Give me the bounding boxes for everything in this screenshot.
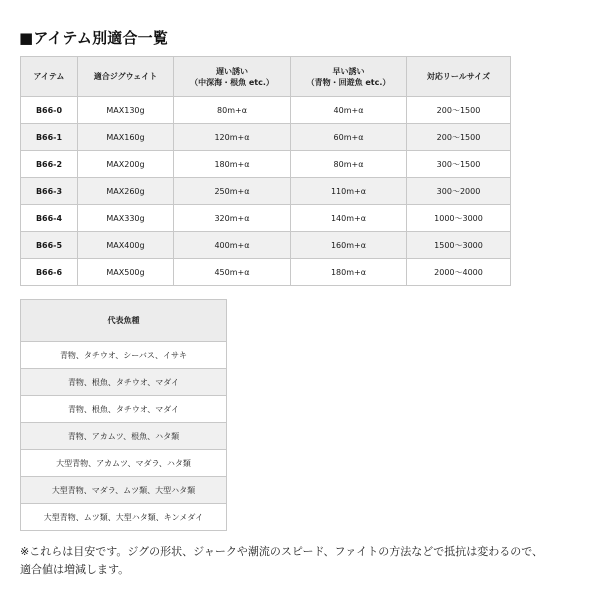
page-title: ■アイテム別適合一覧 xyxy=(19,29,169,47)
fish-row xyxy=(21,423,227,450)
header-species: 代表魚種 xyxy=(21,300,227,342)
fish-row xyxy=(21,450,227,477)
fast-depth-cell: 110m+α xyxy=(291,178,407,205)
spec-row xyxy=(21,151,511,178)
header-slow-action-sub: （中深海・根魚 etc.） xyxy=(190,77,274,87)
spec-header-row xyxy=(21,57,511,97)
item-cell: B66-6 xyxy=(21,259,78,286)
item-cell: B66-4 xyxy=(21,205,78,232)
species-cell: 大型青物、マダラ、ムツ類、大型ハタ類 xyxy=(21,477,227,504)
item-cell: B66-1 xyxy=(21,124,78,151)
header-reel-size xyxy=(407,57,511,97)
jig-weight-cell: MAX200g xyxy=(78,151,174,178)
fish-row xyxy=(21,504,227,531)
header-fast-action-label: 早い誘い xyxy=(332,66,365,76)
reel-size-cell: 300～1500 xyxy=(407,151,511,178)
header-jig-weight-label: 適合ジグウェイト xyxy=(93,72,158,81)
fish-header-row xyxy=(21,300,227,342)
fish-row xyxy=(21,369,227,396)
item-cell: B66-3 xyxy=(21,178,78,205)
fish-row xyxy=(21,477,227,504)
jig-weight-cell: MAX160g xyxy=(78,124,174,151)
fast-depth-cell: 180m+α xyxy=(291,259,407,286)
jig-weight-cell: MAX130g xyxy=(78,97,174,124)
header-item-label: アイテム xyxy=(33,72,65,81)
jig-weight-cell: MAX260g xyxy=(78,178,174,205)
jig-weight-cell: MAX400g xyxy=(78,232,174,259)
footnote-line: 適合値は増減します。 xyxy=(20,563,130,576)
slow-depth-cell: 320m+α xyxy=(174,205,291,232)
spec-row xyxy=(21,232,511,259)
header-fast-action-sub: （青物・回遊魚 etc.） xyxy=(306,77,391,87)
spec-row xyxy=(21,124,511,151)
footnote-line: ※これらは目安です。ジグの形状、ジャークや潮流のスピード、ファイトの方法などで抵抗は変わるので、 xyxy=(20,545,544,558)
fast-depth-cell: 40m+α xyxy=(291,97,407,124)
header-slow-action-label: 遅い誘い xyxy=(216,66,248,76)
fast-depth-cell: 60m+α xyxy=(291,124,407,151)
species-cell: 青物、根魚、タチウオ、マダイ xyxy=(21,369,227,396)
fish-species-table xyxy=(20,299,227,531)
species-cell: 青物、タチウオ、シーバス、イサキ xyxy=(21,342,227,369)
reel-size-cell: 1000～3000 xyxy=(407,205,511,232)
fish-row xyxy=(21,342,227,369)
fast-depth-cell: 80m+α xyxy=(291,151,407,178)
reel-size-cell: 1500～3000 xyxy=(407,232,511,259)
header-jig-weight xyxy=(78,57,174,97)
species-cell: 大型青物、ムツ類、大型ハタ類、キンメダイ xyxy=(21,504,227,531)
species-cell: 青物、アカムツ、根魚、ハタ類 xyxy=(21,423,227,450)
reel-size-cell: 200～1500 xyxy=(407,97,511,124)
spec-row xyxy=(21,259,511,286)
item-cell: B66-5 xyxy=(21,232,78,259)
species-cell: 大型青物、アカムツ、マダラ、ハタ類 xyxy=(21,450,227,477)
fast-depth-cell: 140m+α xyxy=(291,205,407,232)
footnote xyxy=(20,543,586,579)
spec-table xyxy=(20,56,511,286)
header-item xyxy=(21,57,78,97)
item-cell: B66-0 xyxy=(21,97,78,124)
spec-row xyxy=(21,205,511,232)
slow-depth-cell: 120m+α xyxy=(174,124,291,151)
slow-depth-cell: 250m+α xyxy=(174,178,291,205)
item-cell: B66-2 xyxy=(21,151,78,178)
slow-depth-cell: 180m+α xyxy=(174,151,291,178)
species-cell: 青物、根魚、タチウオ、マダイ xyxy=(21,396,227,423)
fast-depth-cell: 160m+α xyxy=(291,232,407,259)
jig-weight-cell: MAX330g xyxy=(78,205,174,232)
slow-depth-cell: 450m+α xyxy=(174,259,291,286)
slow-depth-cell: 80m+α xyxy=(174,97,291,124)
jig-weight-cell: MAX500g xyxy=(78,259,174,286)
header-slow-action xyxy=(174,57,291,97)
reel-size-cell: 2000～4000 xyxy=(407,259,511,286)
fish-row xyxy=(21,396,227,423)
slow-depth-cell: 400m+α xyxy=(174,232,291,259)
spec-row xyxy=(21,97,511,124)
spec-row xyxy=(21,178,511,205)
reel-size-cell: 300～2000 xyxy=(407,178,511,205)
reel-size-cell: 200～1500 xyxy=(407,124,511,151)
header-fast-action xyxy=(291,57,407,97)
header-reel-size-label: 対応リールサイズ xyxy=(426,72,491,81)
